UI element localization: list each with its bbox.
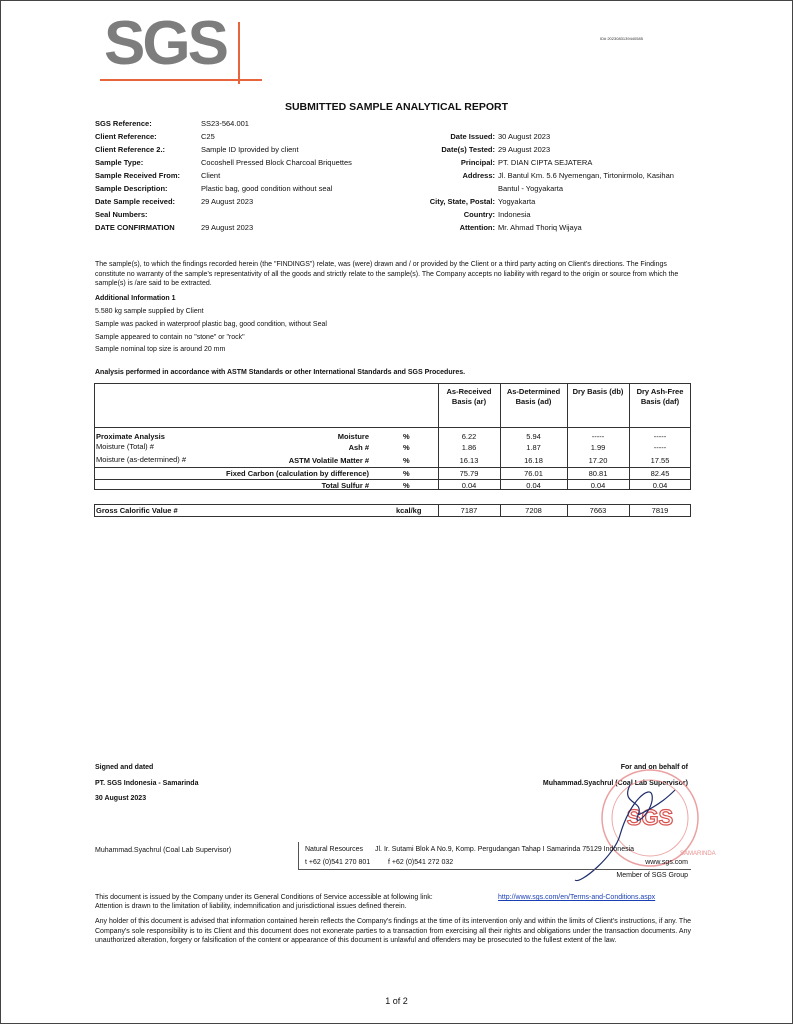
row-value-ad: 1.87 [526,443,541,452]
dates-tested-label: Date(s) Tested: [441,145,495,154]
field-label: Date Sample received: [95,197,176,206]
additional-info-line: Sample was packed in waterproof plastic bag, good condition, without Seal [95,321,327,328]
country-value: Indonesia [498,210,531,219]
field-label: Client Reference: [95,132,157,141]
additional-info-heading: Additional Information 1 [95,295,176,302]
sgs-logo-text: SGS [104,9,226,78]
proximate-analysis-label: Proximate Analysis [96,432,165,441]
row-value-ar: 16.13 [459,456,479,465]
company-name: PT. SGS Indonesia - Samarinda [95,780,199,787]
contact-phone: t +62 (0)541 270 801 [305,859,371,866]
row-value-ad: 0.04 [526,481,541,490]
attention-label: Attention: [459,223,495,232]
gcv-ad: 7208 [525,506,542,515]
city-label: City, State, Postal: [429,197,495,206]
row-parameter: Moisture [337,432,369,441]
row-parameter: Ash # [348,443,369,452]
col-header-daf: Dry Ash-Free [636,387,684,396]
terms-line-2: Attention is drawn to the limitation of liability, indemnification and jurisdictional issues defined therein. [95,903,407,910]
field-value: Plastic bag, good condition without seal [201,184,333,193]
address-value-2: Bantul - Yogyakarta [498,184,564,193]
contact-underline [298,869,691,870]
city-value: Yogyakarta [498,197,536,206]
row-parameter: Fixed Carbon (calculation by difference) [226,469,369,478]
gcv-db: 7663 [589,506,607,515]
country-label: Country: [463,210,495,219]
row-value-db: ----- [591,432,605,441]
gcv-unit: kcal/kg [396,506,422,515]
row-value-daf: 82.45 [650,469,670,478]
additional-info-line: 5.580 kg sample supplied by Client [95,308,204,315]
field-value: Client [201,171,221,180]
row-value-ad: 76.01 [524,469,543,478]
row-divider [94,467,691,468]
row-divider [94,479,691,480]
field-value: C25 [201,132,215,141]
row-unit: % [403,481,410,490]
field-label: Seal Numbers: [95,210,148,219]
field-value: Sample ID Iprovided by client [201,145,299,154]
date-issued-label: Date Issued: [450,132,495,141]
contact-divider [298,842,299,869]
page-number: 1 of 2 [385,996,408,1006]
row-value-ar: 6.22 [461,432,477,441]
row-value-ar: 1.86 [461,443,477,452]
row-unit: % [403,456,410,465]
logo-orange-vertical [238,22,240,84]
contact-fax: f +62 (0)541 272 032 [388,859,454,866]
dates-tested-value: 29 August 2023 [498,145,551,154]
field-value: 29 August 2023 [201,197,254,206]
field-value: SS23-564.001 [201,119,249,128]
row-value-ar: 75.79 [459,469,479,478]
findings-disclaimer: The sample(s), to which the findings recorded herein (the "FINDINGS") relate, was (were) drawn and / or provided by the Client or a third party acting on Client's directions. The Findings constitute no warranty of the sample's representativity of all the goods and strictly relate to the sample(s). The Company accepts no liability with regard to the origin or source from which the sample(s) is /are said to be extracted. [95,261,679,287]
field-label: DATE CONFIRMATION [95,223,175,232]
col-header-ar: As-Received [446,387,492,396]
gcv-daf: 7819 [651,506,669,515]
stamp-ring-text: SAMARINDA [680,851,716,857]
row-unit: % [403,469,410,478]
contact-address: Jl. Ir. Sutami Blok A No.9, Komp. Pergudangan Tahap I Samarinda 75129 Indonesia [375,846,635,853]
row-value-daf: 17.55 [650,456,670,465]
row-value-db: 80.81 [588,469,608,478]
row-unit: % [403,432,410,441]
gcv-label: Gross Calorific Value # [96,506,178,515]
member-sgs: Member of SGS Group [616,872,688,879]
row-value-daf: 0.04 [652,481,668,490]
signer-name: Muhammad.Syachrul (Coal Lab Supervisor) [95,847,232,854]
row-value-ad: 5.94 [526,432,541,441]
terms-line-1: This document is issued by the Company under its General Conditions of Service accessible at following link: [95,894,433,901]
col-header-daf-2: Basis (daf) [640,397,680,406]
field-value: 29 August 2023 [201,223,254,232]
attention-value: Mr. Ahmad Thoriq Wijaya [498,223,582,232]
field-label: SGS Reference: [95,119,152,128]
principal-value: PT. DIAN CIPTA SEJATERA [498,158,593,167]
on-behalf: For and on behalf of [620,764,688,771]
row-value-db: 17.20 [588,456,608,465]
row-value-daf: ----- [653,443,667,452]
col-header-ad-2: Basis (ad) [515,397,552,406]
additional-info-line: Sample appeared to contain no "stone" or "rock" [95,334,245,341]
field-label: Sample Received From: [95,171,181,180]
moisture-total-label: Moisture (Total) # [96,442,154,451]
col-header-ad: As-Determined [506,387,561,396]
field-label: Sample Type: [95,158,144,167]
signed-dated: Signed and dated [95,764,154,771]
date-issued-value: 30 August 2023 [498,132,551,141]
report-title: SUBMITTED SAMPLE ANALYTICAL REPORT [284,101,509,113]
sgs-logo [100,9,265,84]
address-label: Address: [462,171,495,180]
contact-web[interactable]: www.sgs.com [645,859,688,866]
row-value-daf: ----- [653,432,667,441]
gcv-ar: 7187 [460,506,478,515]
principal-label: Principal: [460,158,495,167]
header-divider [94,427,691,428]
moisture-ad-label: Moisture (as-determined) # [96,455,187,464]
terms-paragraph: Any holder of this document is advised that information contained herein reflects the Company's findings at the time of its intervention only and within the limits of Client's instructions, if any. The Company's sole responsibility is to its Client and this document does not exonerate parties to a transaction from exercising all their rights and obligations under the transaction documents. Any unauthorized alteration, forgery or falsification of the content or appearance of this document is unlawful and offenders may be prosecuted to the fullest extent of the law. [95,918,691,944]
sign-date: 30 August 2023 [95,795,147,802]
document-id: ID# 2023083139440585 [600,36,643,41]
row-value-ar: 0.04 [461,481,477,490]
row-parameter: Total Sulfur # [321,481,369,490]
additional-info-line: Sample nominal top size is around 20 mm [95,346,226,353]
contact-dept: Natural Resources [305,846,363,853]
row-unit: % [403,443,410,452]
row-value-ad: 16.18 [524,456,543,465]
col-header-db: Dry Basis (db) [572,387,624,396]
analysis-statement: Analysis performed in accordance with ASTM Standards or other International Standards and SGS Procedures. [95,369,466,376]
row-value-db: 0.04 [590,481,606,490]
row-value-db: 1.99 [590,443,606,452]
supervisor-name: Muhammad.Syachrul (Coal Lab Supervisor) [542,780,688,787]
terms-link[interactable]: http://www.sgs.com/en/Terms-and-Conditions.aspx [498,894,656,901]
stamp-text: SGS [626,805,674,830]
field-value: Cocoshell Pressed Block Charcoal Briquettes [201,158,352,167]
field-label: Client Reference 2.: [95,145,166,154]
field-label: Sample Description: [95,184,168,193]
col-header-ar-2: Basis (ar) [451,397,487,406]
address-value: Jl. Bantul Km. 5.6 Nyemengan, Tirtonirmolo, Kasihan [498,171,674,180]
row-parameter: ASTM Volatile Matter # [288,456,369,465]
